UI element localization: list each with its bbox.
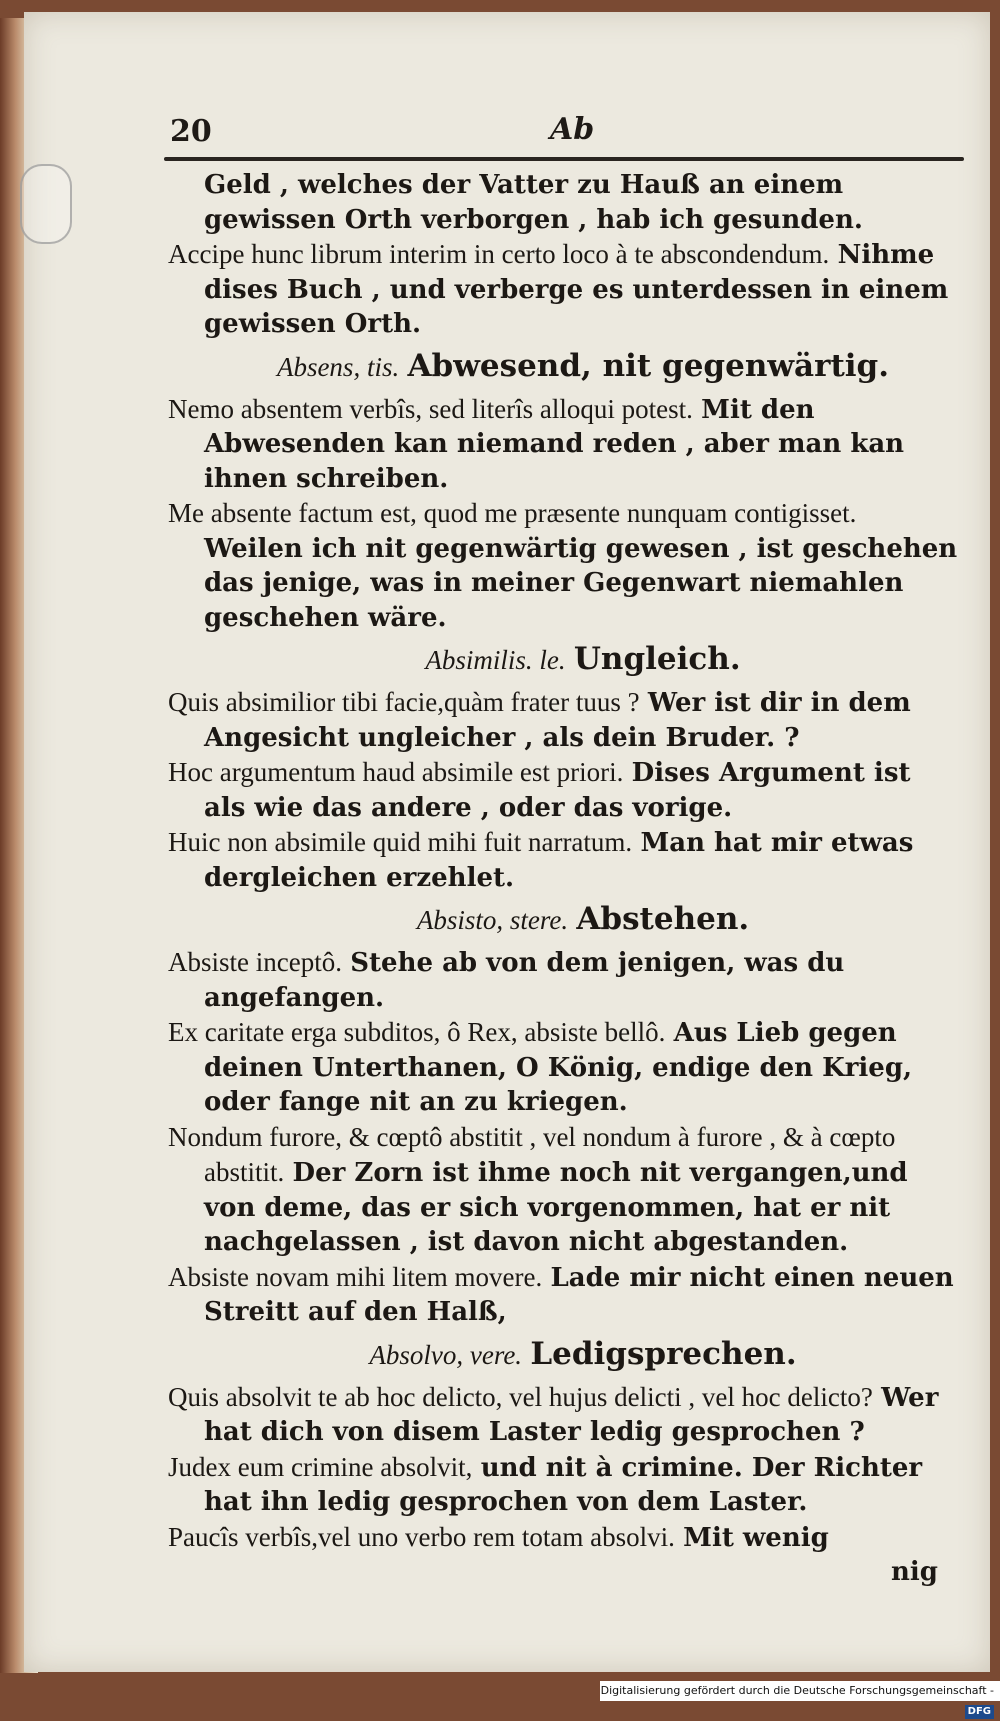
running-headword: Ab (550, 112, 595, 147)
example-entry: Nondum furore, & cœptô abstitit , vel nondum à furore , & à cœpto abstitit. Der Zorn ist ihme noch nit vergangen,und von deme, das er sich vorgenommen, hat er nit nachgelassen , ist davon nicht abgestanden. (168, 1121, 908, 1257)
example-entry: Quis absimilior tibi facie,quàm frater tuus ? Wer ist dir in dem Angesicht ungleicher , als dein Bruder. ? (168, 687, 911, 753)
example-entry: Me absente factum est, quod me præsente nunquam contigisset. Weilen ich nit gegenwärtig gewesen , ist geschehen das jenige, was in meiner Gegenwart niemahlen geschehen wäre. (168, 498, 958, 633)
lemma-heading: Absimilis. le. Ungleich. (425, 641, 741, 677)
dfg-logo: DFG (965, 1705, 994, 1719)
digitization-footer (600, 1681, 1000, 1717)
lemma-heading: Absens, tis. Abwesend, nit gegenwärtig. (276, 347, 890, 384)
footer-text: Digitalisierung gefördert durch die Deutsche Forschungsgemeinschaft - (600, 1684, 994, 1697)
example-entry: Nemo absentem verbîs, sed literîs alloqui potest. Mit den Abwesenden kan niemand reden , aber man kan ihnen schreiben. (168, 393, 905, 494)
example-entry: Hoc argumentum haud absimile est priori. Dises Argument ist als wie das andere , oder das vorige. (168, 757, 911, 823)
lemma-heading: Absolvo, vere. Ledigsprechen. (369, 1335, 797, 1372)
example-entry: Quis absolvit te ab hoc delicto, vel hujus delicti , vel hoc delicto? Wer hat dich von disem Laster ledig gesprochen ? (168, 1381, 939, 1447)
example-entry: Huic non absimile quid mihi fuit narratum. Man hat mir etwas dergleichen erzehlet. (168, 827, 914, 893)
running-header (150, 112, 960, 162)
page-body (168, 168, 958, 1589)
header-rule (164, 157, 964, 161)
page-number: 20 (170, 114, 212, 149)
example-entry: Absiste novam mihi litem movere. Lade mir nicht einen neuen Streitt auf den Halß, (168, 1261, 954, 1327)
entry-continuation: Geld , welches der Vatter zu Hauß an einem gewissen Orth verborgen , hab ich gesunden. (204, 170, 863, 235)
example-entry: Paucîs verbîs,vel uno verbo rem totam absolvi. Mit wenig (168, 1521, 829, 1553)
example-entry: Accipe hunc librum interim in certo loco à te abscondendum. Nihme dises Buch , und verberge es unterdessen in einem gewissen Orth. (168, 239, 949, 339)
example-entry: Judex eum crimine absolvit, und nit à crimine. Der Richter hat ihn ledig gesprochen von dem Laster. (168, 1451, 923, 1517)
page-clip (20, 164, 72, 244)
example-entry: Ex caritate erga subditos, ô Rex, absiste bellô. Aus Lieb gegen deinen Unterthanen, O König, endige den Krieg, oder fange nit an zu kriegen. (168, 1017, 913, 1117)
example-entry: Absiste inceptô. Stehe ab von dem jenigen, was du angefangen. (168, 947, 845, 1013)
catchword: nig (891, 1557, 938, 1587)
lemma-heading: Absisto, stere. Abstehen. (416, 901, 750, 937)
